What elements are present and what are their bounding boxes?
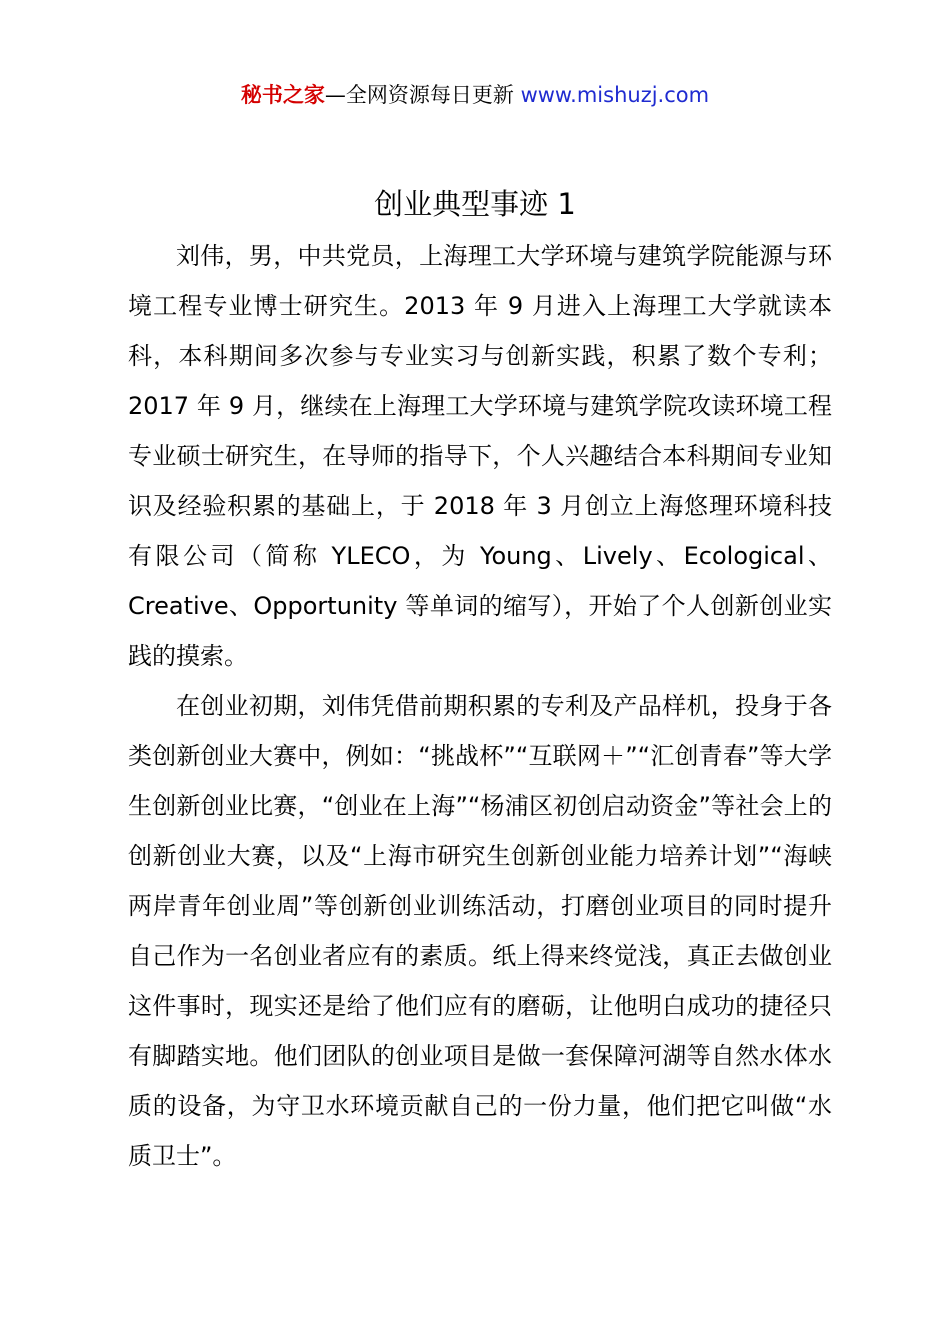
document-body (128, 231, 832, 1181)
site-header (0, 80, 950, 110)
site-url-link[interactable]: www.mishuzj.com (520, 83, 710, 107)
site-brand: 秘书之家 (240, 83, 325, 107)
paragraph-1: 刘伟，男，中共党员，上海理工大学环境与建筑学院能源与环境工程专业博士研究生。2013 年 9 月进入上海理工大学就读本科，本科期间多次参与专业实习与创新实践，积累了数个专利；2017 年 9 月，继续在上海理工大学环境与建筑学院攻读环境工程专业硕士研究生，在导师的指导下，个人兴趣结合本科期间专业知识及经验积累的基础上，于 2018 年 3 月创立上海悠理环境科技有限公司（简称 YLECO，为 Young、Lively、Ecological、Creative、Opportunity 等单词的缩写），开始了个人创新创业实践的摸索。 (128, 242, 832, 670)
paragraph-2: 在创业初期，刘伟凭借前期积累的专利及产品样机，投身于各类创新创业大赛中，例如：“挑战杯”“互联网＋”“汇创青春”等大学生创新创业比赛，“创业在上海”“杨浦区初创启动资金”等社会上的创新创业大赛，以及“上海市研究生创新创业能力培养计划”“海峡两岸青年创业周”等创新创业训练活动，打磨创业项目的同时提升自己作为一名创业者应有的素质。纸上得来终觉浅，真正去做创业这件事时，现实还是给了他们应有的磨砺，让他明白成功的捷径只有脚踏实地。他们团队的创业项目是做一套保障河湖等自然水体水质的设备，为守卫水环境贡献自己的一份力量，他们把它叫做“水质卫士”。 (128, 692, 832, 1170)
site-tagline: —全网资源每日更新 (324, 83, 521, 107)
document-title: 创业典型事迹 1 (374, 187, 576, 221)
